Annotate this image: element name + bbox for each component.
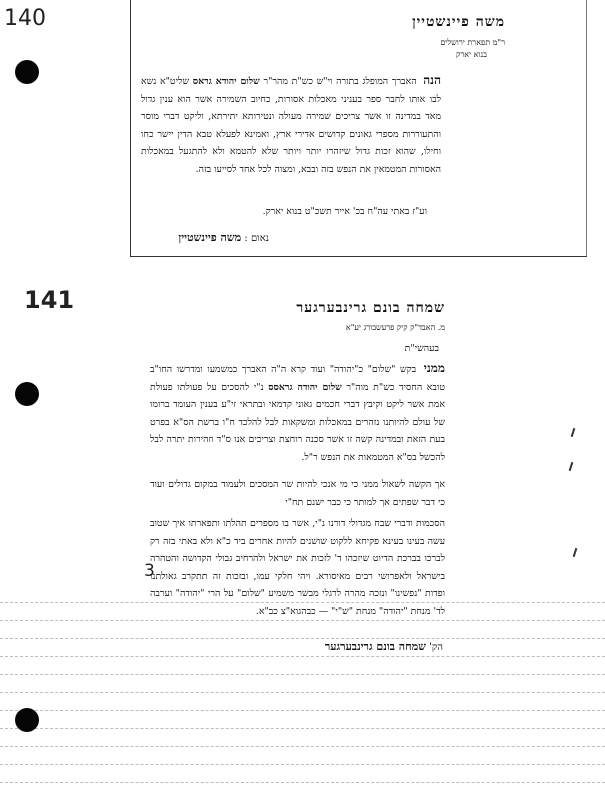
author-name: שמחה בונם גרינבערגער [296,300,445,316]
letterhead [205,14,505,59]
scan-rule [0,728,605,729]
scan-rule [0,674,605,675]
scan-rule [0,710,605,711]
signature [49,231,269,244]
scan-rule [0,782,605,783]
author-name: משה פיינשטיין [412,14,505,30]
salutation: בעהשי"ת [404,343,439,354]
signature-prefix: נאום : [244,233,269,244]
scan-speck [569,462,574,471]
honoree-name: שלום יהודה גראסס [268,381,342,393]
signature [183,640,443,653]
opening-word: הנה [423,73,441,87]
signature-name: משה פיינשטיין [178,231,242,244]
stray-mark: 3 [144,561,155,581]
body-text: נ"י להסכים על פעולתו פעולת אמת אשר ליקט וקיבץ דברי חכמים גאוני קדמאי ובתראי זי"ע בענין העומד ברומו של עולם להיותנו נזהרים במאכלות ומשקאות לבל להלכד ח"ו ברשת הס"א בפרט בעת הזאת ובמדינה קשה זו אשר סכנה רוחצת וצריכים אנו ס"ד וזהירות יתרה לבל להכשל בס"א המטמאות את הנפש ר"ל. [150,381,445,463]
signature-prefix: הק' [429,642,443,653]
closing-line: וע"ז באתי עה"ח בכ' אייר תשכ"ט בנוא יארק. [262,206,427,217]
body-text: שליט"א נשא לבו אותו לחבר ספר בעניני מאכלות אסורות, כחיוב השמירה אשר הוא ענין גדול מאד במדינה זו אשר צריכים שמירה מעולה ונטירותא יתירתא, וליקט דברי מוסר והתעוררות מספרי גאונים קדושים אדירי ארץ, ואמינא לפעלא טבא הדין יישר כחו וחילו, שהוא זכות גדול שיזהרו יותר ויותר שלא להטמא ולא להתגעל במאכלות האסורות המטמאין את הנפש בזה ובבא, ומצוה לכל אחד לסייעו בזה. [141,76,441,175]
scan-speck [573,548,578,557]
scan-rule [0,692,605,693]
letter-body-paragraph: הסכמות ודברי שבח מגדולי דורנו נ"י, אשר בו מספרים תהלתו ותפארתו איך שטוב עשה בעינו בעינא פקיחא ללקוט שושנים להיות אחרים ביד כ"א ולא באתי בזה רק לברכו בברכת הדיוט שיזכהו ד' לזכות את ישראל ולהרחיב גבולי הקדושה והטהרה בישראל ולאפרושי רבים מאיסורא. ויהי חלקי עמו, ובזכות זה תתקרב גאולתנו ופדות "נפשינו" ונזכה מהרה לרגלי מבשר משמיע "שלום" על הרי "יהודה" וערבה לד' מנחת "יהודה" מנחת "ש"י" — כבהגוא"צ כב"א. [150,518,445,617]
author-location: בנוא יארק [456,50,487,59]
letter-body [150,360,445,467]
opening-word: ממני [423,361,445,375]
paper-edge [586,0,587,256]
punch-hole [15,382,39,406]
scan-rule [0,746,605,747]
punch-hole [15,708,39,732]
body-text: האברך המופלג בתורה וי"ש כש"ת מהר"ר [263,76,417,87]
letter-body-paragraph: אך הקשה לשאול ממני כי מי אנכי להיות שר המסכים ולעמוד במקום גדולים ועוד כי דבר שפתים אך למותר כי כבר ישנם תח"י [150,479,445,508]
handwritten-page-number: 141 [24,286,75,314]
punch-hole [15,60,39,84]
signature-name: שמחה בונם גרינבערגער [324,640,426,653]
body-text: בקש "שלום" כ"יהודה" ועוד קרא ה"ה האברך כמשמעו ומדרשו החו"ב טובא החסיד כש"ת מוה"ר [150,364,446,393]
scan-rule [0,656,605,657]
author-title: מ. האבד"ק קיק פרעשבורג יע"א [345,323,445,332]
author-title: ר"מ תפארת ירושלים [440,38,505,47]
handwritten-page-number: 140 [4,6,46,31]
paper-edge [130,256,587,257]
scan-speck [571,428,576,437]
scan-rule [0,638,605,639]
scan-rule [0,764,605,765]
honoree-name: שלום יהודא גראס [192,76,260,87]
letter-body [141,72,441,179]
letterhead [145,300,445,332]
paper-edge [130,0,131,256]
